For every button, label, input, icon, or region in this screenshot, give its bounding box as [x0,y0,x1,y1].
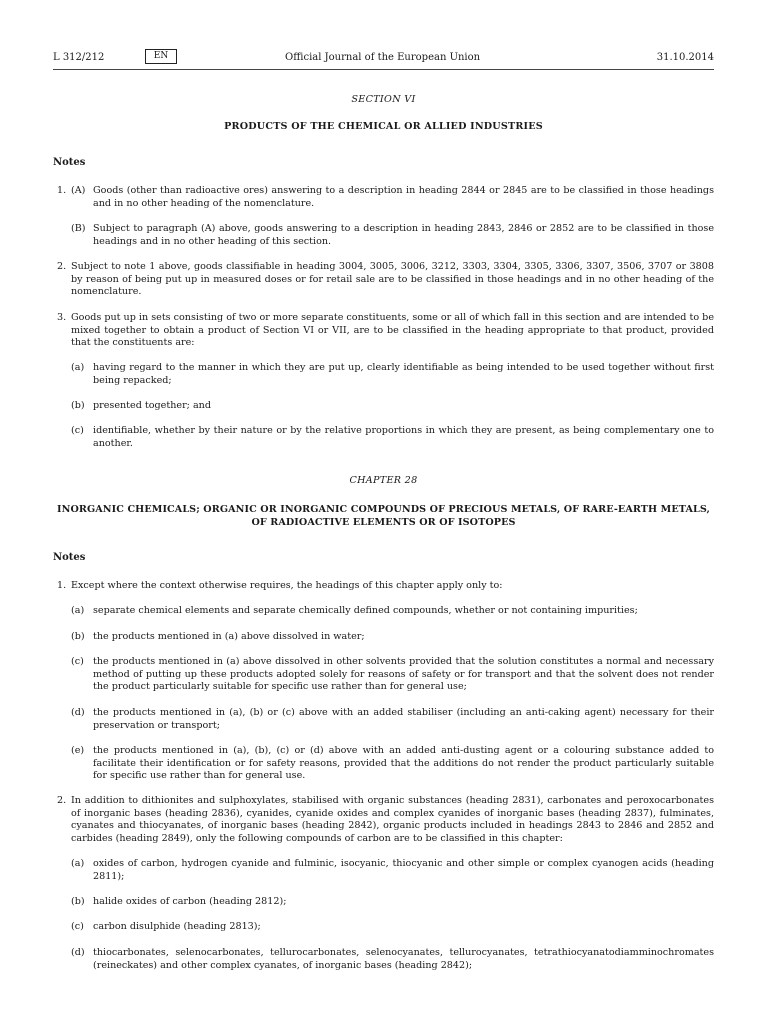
note-text: the products mentioned in (a) above dissolved in water; [93,631,365,642]
note-text: the products mentioned in (a), (b) or (c) above with an added stabiliser (including an anti-caking agent) necessary for their preservation or transport; [93,707,714,731]
note-number: 2. [57,795,67,806]
note-text: halide oxides of carbon (heading 2812); [93,896,287,907]
note-text: oxides of carbon, hydrogen cyanide and fulminic, isocyanic, thiocyanic and other simple or complex cyanogen acids (heading 2811); [93,858,714,882]
note-text: having regard to the manner in which they are put up, clearly identifiable as being intended to be used together without first being repacked; [93,362,714,386]
note-number: 2. [57,261,67,272]
section-notes-heading: Notes [53,157,86,168]
note-sub-marker: (e) [71,745,85,756]
note-text: In addition to dithionites and sulphoxylates, stabilised with organic substances (heading 2831), carbonates and peroxocarbonates of inorganic bases (heading 2836), cyanides, cyanide oxides and complex cyanides of inorganic bases (heading 2837), fulminates, cyanates and thiocyanates, of inorganic bases (heading 2842), organic products included in headings 2843 to 2846 and 2852 and carbides (heading 2849), only the following compounds of carbon are to be classified in this chapter: [71,795,714,844]
chapter-title-line: INORGANIC CHEMICALS; ORGANIC OR INORGANIC COMPOUNDS OF PRECIOUS METALS, OF RARE-EARTH METALS, [56,504,710,515]
note-text: Goods put up in sets consisting of two or more separate constituents, some or all of which fall in this section and are intended to be mixed together to obtain a product of Section VI or VII, are to be classified in the heading appropriate to that product, provided that the constituents are: [71,312,714,349]
note-sub-marker: (b) [71,896,85,907]
note-sub-marker: (a) [71,362,85,373]
note-text: Subject to note 1 above, goods classifiable in heading 3004, 3005, 3006, 3212, 3303, 3304, 3305, 3306, 3307, 3506, 3707 or 3808 by reason of being put up in measured doses or for retail sale are to be classified in those headings and in no other heading of the nomenclature. [71,261,714,298]
note-number: 1. [57,580,67,591]
note-text: presented together; and [93,400,211,411]
note-sub-marker: (b) [71,631,85,642]
note-text: the products mentioned in (a) above dissolved in other solvents provided that the solution constitutes a normal and necessary method of putting up these products adopted solely for reasons of safety or for transport and that the solvent does not render the product particularly suitable for specific use rather than for general use; [93,656,714,693]
chapter-notes-heading: Notes [53,552,86,563]
section-label: SECTION VI [351,94,416,105]
note-text: thiocarbonates, selenocarbonates, tellurocarbonates, selenocyanates, tellurocyanates, tetrathiocyanatodiamminochromates (reineckates) and other complex cyanates, of inorganic bases (heading 2842); [93,947,714,971]
note-number: 3. [57,312,67,323]
note-sub-marker: (A) [71,185,86,196]
page-reference: L 312/212 [53,52,105,63]
note-sub-marker: (d) [71,947,85,958]
chapter-title [53,503,714,529]
section-title: PRODUCTS OF THE CHEMICAL OR ALLIED INDUSTRIES [224,121,543,132]
note-sub-marker: (a) [71,605,85,616]
publication-date: 31.10.2014 [656,52,714,63]
note-sub-marker: (a) [71,858,85,869]
note-sub-marker: (c) [71,921,84,932]
note-sub-marker: (c) [71,425,84,436]
note-sub-marker: (d) [71,707,85,718]
note-text: Goods (other than radioactive ores) answering to a description in heading 2844 or 2845 are to be classified in those headings and in no other heading of the nomenclature. [93,185,714,209]
note-number: 1. [57,185,67,196]
language-badge: EN [145,49,177,64]
note-text: Except where the context otherwise requires, the headings of this chapter apply only to: [71,580,503,591]
note-text: separate chemical elements and separate chemically defined compounds, whether or not containing impurities; [93,605,638,616]
note-text: carbon disulphide (heading 2813); [93,921,261,932]
chapter-title-line: OF RADIOACTIVE ELEMENTS OR OF ISOTOPES [251,517,516,528]
note-text: the products mentioned in (a), (b), (c) or (d) above with an added anti-dusting agent or a colouring substance added to facilitate their identification or for safety reasons, provided that the additions do not render the product particularly suitable for specific use rather than for general use. [93,745,714,782]
page-header [53,50,714,66]
note-sub-marker: (c) [71,656,84,667]
note-sub-marker: (B) [71,223,86,234]
note-text: identifiable, whether by their nature or by the relative proportions in which they are present, as being complementary one to another. [93,425,714,449]
note-sub-marker: (b) [71,400,85,411]
header-rule [53,69,714,70]
note-text: Subject to paragraph (A) above, goods answering to a description in heading 2843, 2846 or 2852 are to be classified in those headings and in no other heading of this section. [93,223,714,247]
chapter-label: CHAPTER 28 [349,475,418,486]
journal-title: Official Journal of the European Union [285,52,481,63]
